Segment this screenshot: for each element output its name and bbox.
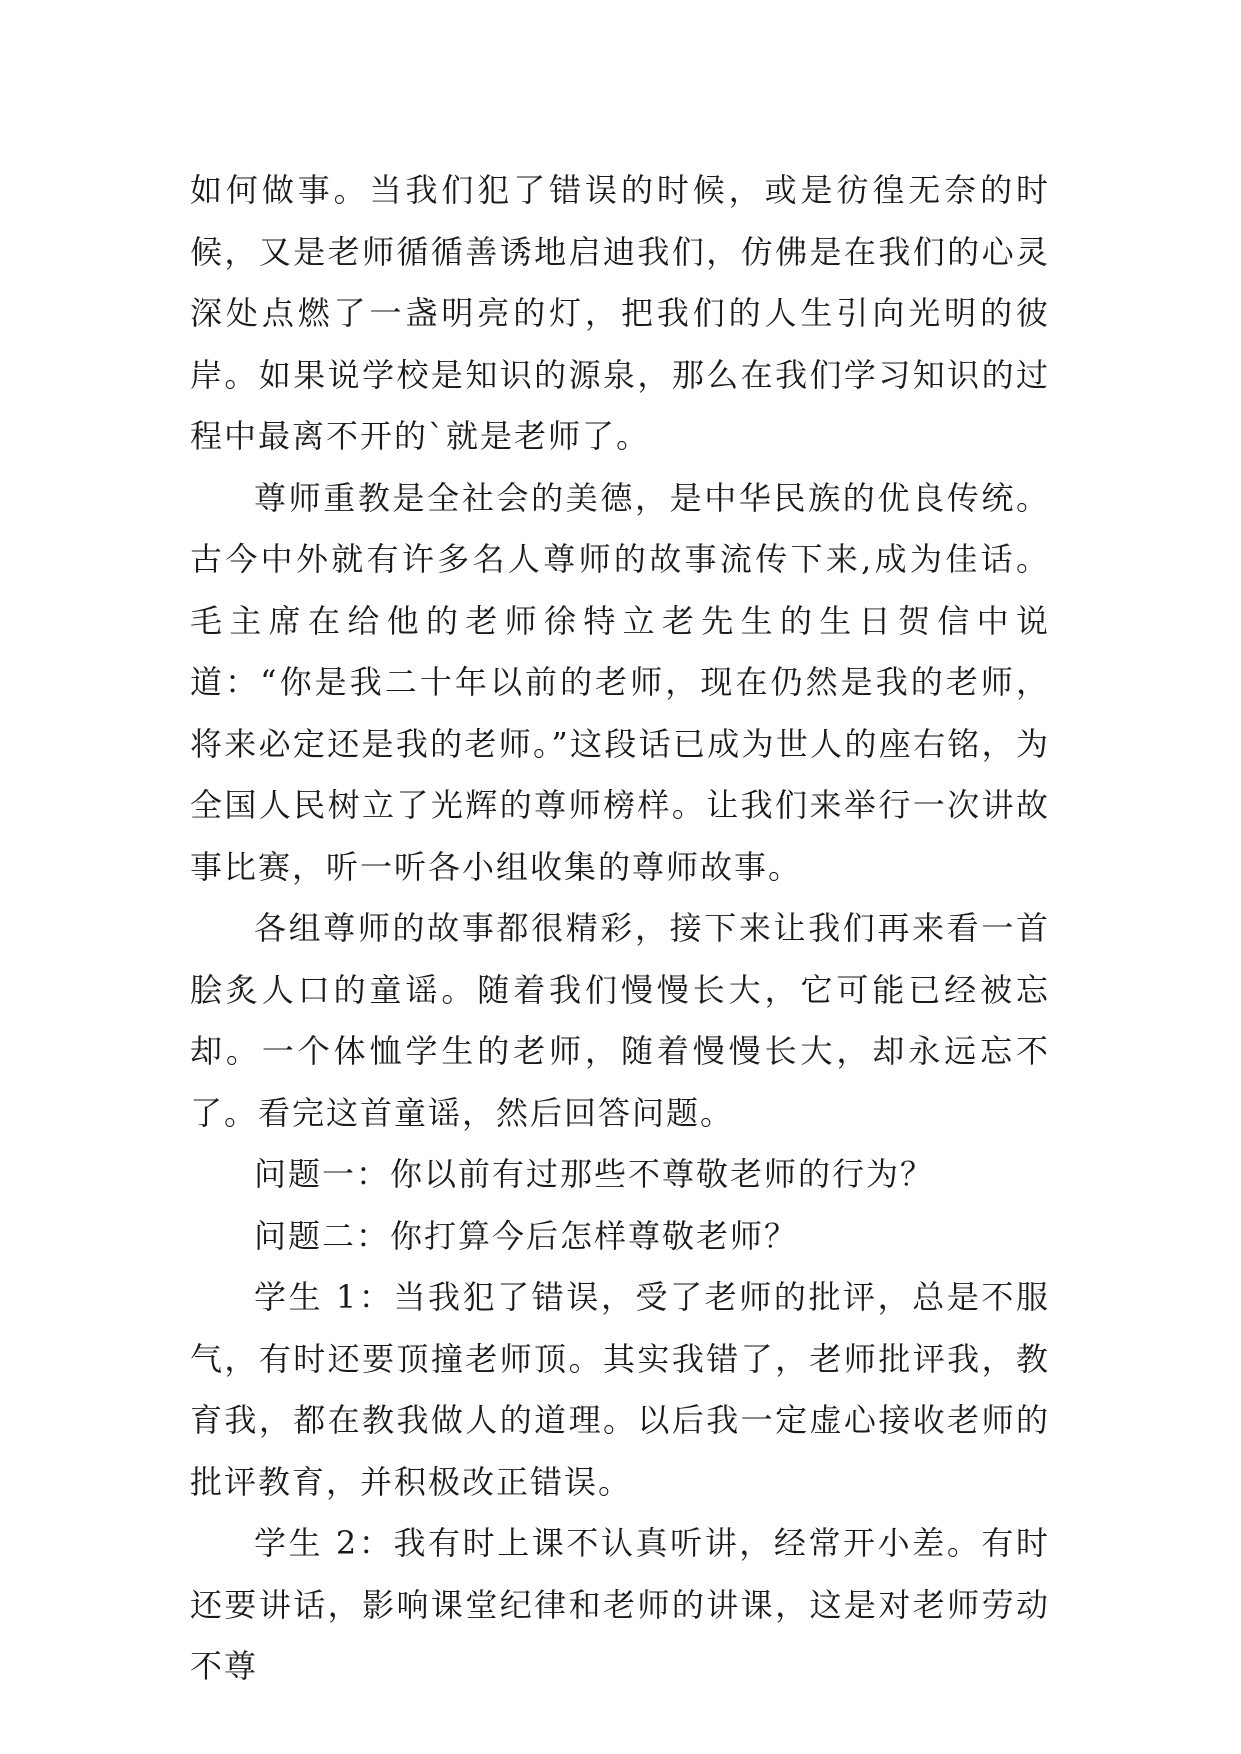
paragraph-4: 问题一：你以前有过那些不尊敬老师的行为？	[254, 1155, 935, 1193]
paragraph-1: 如何做事。当我们犯了错误的时候，或是彷徨无奈的时候，又是老师循循善诱地启迪我们，仿佛是在我们的心灵深处点燃了一盏明亮的灯，把我们的人生引向光明的彼岸。如果说学校是知识的源泉，那么在我们学习知识的过程中最离不开的`就是老师了。	[190, 171, 1050, 455]
paragraph-2: 尊师重教是全社会的美德，是中华民族的优良传统。古今中外就有许多名人尊师的故事流传下来,成为佳话。毛主席在给他的老师徐特立老先生的生日贺信中说道：“你是我二十年以前的老师，现在仍然是我的老师，将来必定还是我的老师。”这段话已成为世人的座右铭，为全国人民树立了光辉的尊师榜样。让我们来举行一次讲故事比赛，听一听各小组收集的尊师故事。	[190, 478, 1050, 886]
paragraph-5: 问题二：你打算今后怎样尊敬老师？	[254, 1216, 799, 1255]
paragraph-7: 学生 2：我有时上课不认真听讲，经常开小差。有时还要讲话，影响课堂纪律和老师的讲课，这是对老师劳动不尊	[190, 1524, 1050, 1685]
body-text	[190, 160, 1050, 1698]
paragraph-6: 学生 1：当我犯了错误，受了老师的批评，总是不服气，有时还要顶撞老师顶。其实我错了，老师批评我，教育我，都在教我做人的道理。以后我一定虚心接收老师的批评教育，并积极改正错误。	[190, 1278, 1050, 1501]
paragraph-3: 各组尊师的故事都很精彩，接下来让我们再来看一首脍炙人口的童谣。随着我们慢慢长大，它可能已经被忘却。一个体恤学生的老师，随着慢慢长大，却永远忘不了。看完这首童谣，然后回答问题。	[190, 909, 1050, 1132]
